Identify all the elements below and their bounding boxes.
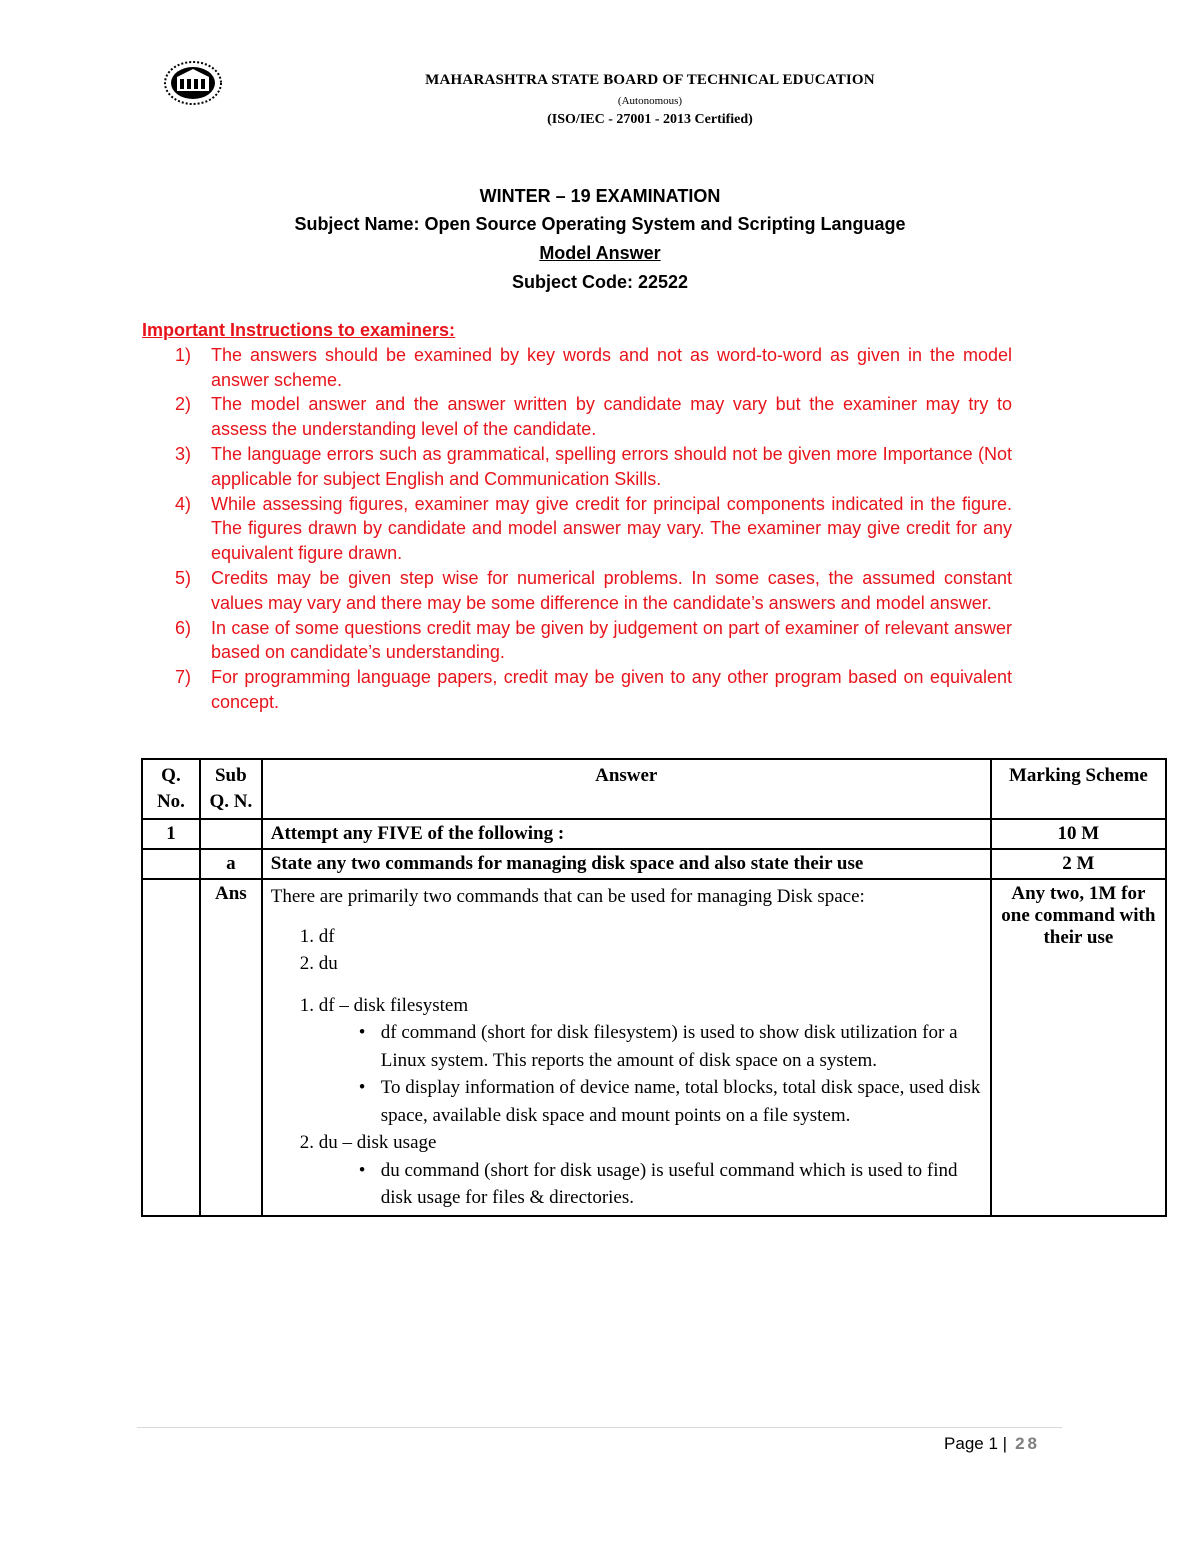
msbte-logo-icon [163, 60, 223, 106]
table-row [142, 819, 1166, 849]
page-footer [800, 1434, 1040, 1454]
page-number: Page 1 | [944, 1434, 1008, 1453]
instruction-item: 4) While assessing figures, examiner may give credit for principal components indicated in the figure. The figures drawn by candidate and model answer may vary. The examiner may give credit for any equivalent figure drawn. [175, 493, 1012, 564]
model-answer-title: Model Answer [539, 243, 661, 263]
subject-name: Subject Name: Open Source Operating System and Scripting Language [294, 214, 906, 234]
header-autonomous: (Autonomous) [617, 95, 683, 107]
exam-title: WINTER – 19 EXAMINATION [479, 186, 721, 206]
list-item: 1. df [319, 923, 982, 951]
cell-subq: Ans [200, 879, 262, 1216]
cell-marks: Any two, 1M for one command with their use [991, 879, 1166, 1216]
cell-qno [142, 879, 200, 1216]
list-item: 2. du [319, 950, 982, 978]
cell-subq [200, 819, 262, 849]
header-org: MAHARASHTRA STATE BOARD OF TECHNICAL EDUCATION [425, 72, 875, 88]
command-list [271, 923, 982, 978]
du-title: 2. du – disk usage [318, 1132, 437, 1153]
instructions-heading: Important Instructions to examiners: [142, 320, 456, 340]
table-header-row [142, 759, 1166, 819]
bullet-icon: • [358, 1159, 366, 1181]
instructions-list [142, 343, 1012, 715]
instructions [142, 318, 1012, 715]
answer-table [141, 758, 1167, 1217]
instruction-item: 2) The model answer and the answer written by candidate may vary but the examiner may try to assess the understanding level of the candidate. [175, 394, 1012, 440]
du-points [319, 1157, 982, 1212]
header-answer: Answer [262, 759, 991, 819]
instruction-item: 5) Credits may be given step wise for numerical problems. In some cases, the assumed constant values may vary and there may be some difference in the candidate’s answers and model answer. [175, 567, 1012, 613]
cell-answer-body [262, 879, 991, 1216]
cell-subq: a [200, 849, 262, 879]
header-iso: (ISO/IEC - 27001 - 2013 Certified) [547, 112, 753, 127]
instruction-item: 6) In case of some questions credit may be given by judgement on part of examiner of relevant answer based on candidate’s understanding. [175, 617, 1012, 663]
bullet-item: • du command (short for disk usage) is useful command which is used to find disk usage for files & directories. [359, 1157, 982, 1212]
cell-marks: 2 M [991, 849, 1166, 879]
bullet-item: • To display information of device name, total blocks, total disk space, used disk space, available disk space and mount points on a file system. [359, 1074, 982, 1129]
table-row [142, 879, 1166, 1216]
instruction-item: 7) For programming language papers, credit may be given to any other program based on equivalent concept. [175, 667, 1012, 712]
bullet-icon: • [358, 1022, 366, 1043]
bullet-item: • df command (short for disk filesystem) is used to show disk utilization for a Linux system. This reports the amount of disk space on a system. [359, 1019, 982, 1074]
list-item [319, 992, 982, 1130]
command-detail-list [271, 992, 982, 1212]
subject-code: Subject Code: 22522 [511, 272, 689, 292]
cell-qno: 1 [142, 819, 200, 849]
bullet-icon: • [358, 1077, 366, 1098]
header-marking: Marking Scheme [991, 759, 1166, 819]
footer-divider [137, 1427, 1062, 1428]
header-qno: Q. No. [142, 759, 200, 819]
list-item [319, 1129, 982, 1212]
table-row [142, 849, 1166, 879]
instruction-item: 1) The answers should be examined by key words and not as word-to-word as given in the model answer scheme. [175, 344, 1012, 390]
cell-marks: 10 M [991, 819, 1166, 849]
total-pages: 28 [1015, 1434, 1040, 1453]
cell-qno [142, 849, 200, 879]
header-subq: Sub Q. N. [200, 759, 262, 819]
cell-question: State any two commands for managing disk space and also state their use [262, 849, 991, 879]
answer-intro: There are primarily two commands that can be used for managing Disk space: [270, 886, 865, 907]
df-points [319, 1019, 982, 1129]
df-title: 1. df – disk filesystem [318, 994, 469, 1016]
cell-answer: Attempt any FIVE of the following : [262, 819, 991, 849]
instruction-item: 3) The language errors such as grammatical, spelling errors should not be given more Importance (Not applicable for subject English and Communication Skills. [175, 443, 1012, 489]
